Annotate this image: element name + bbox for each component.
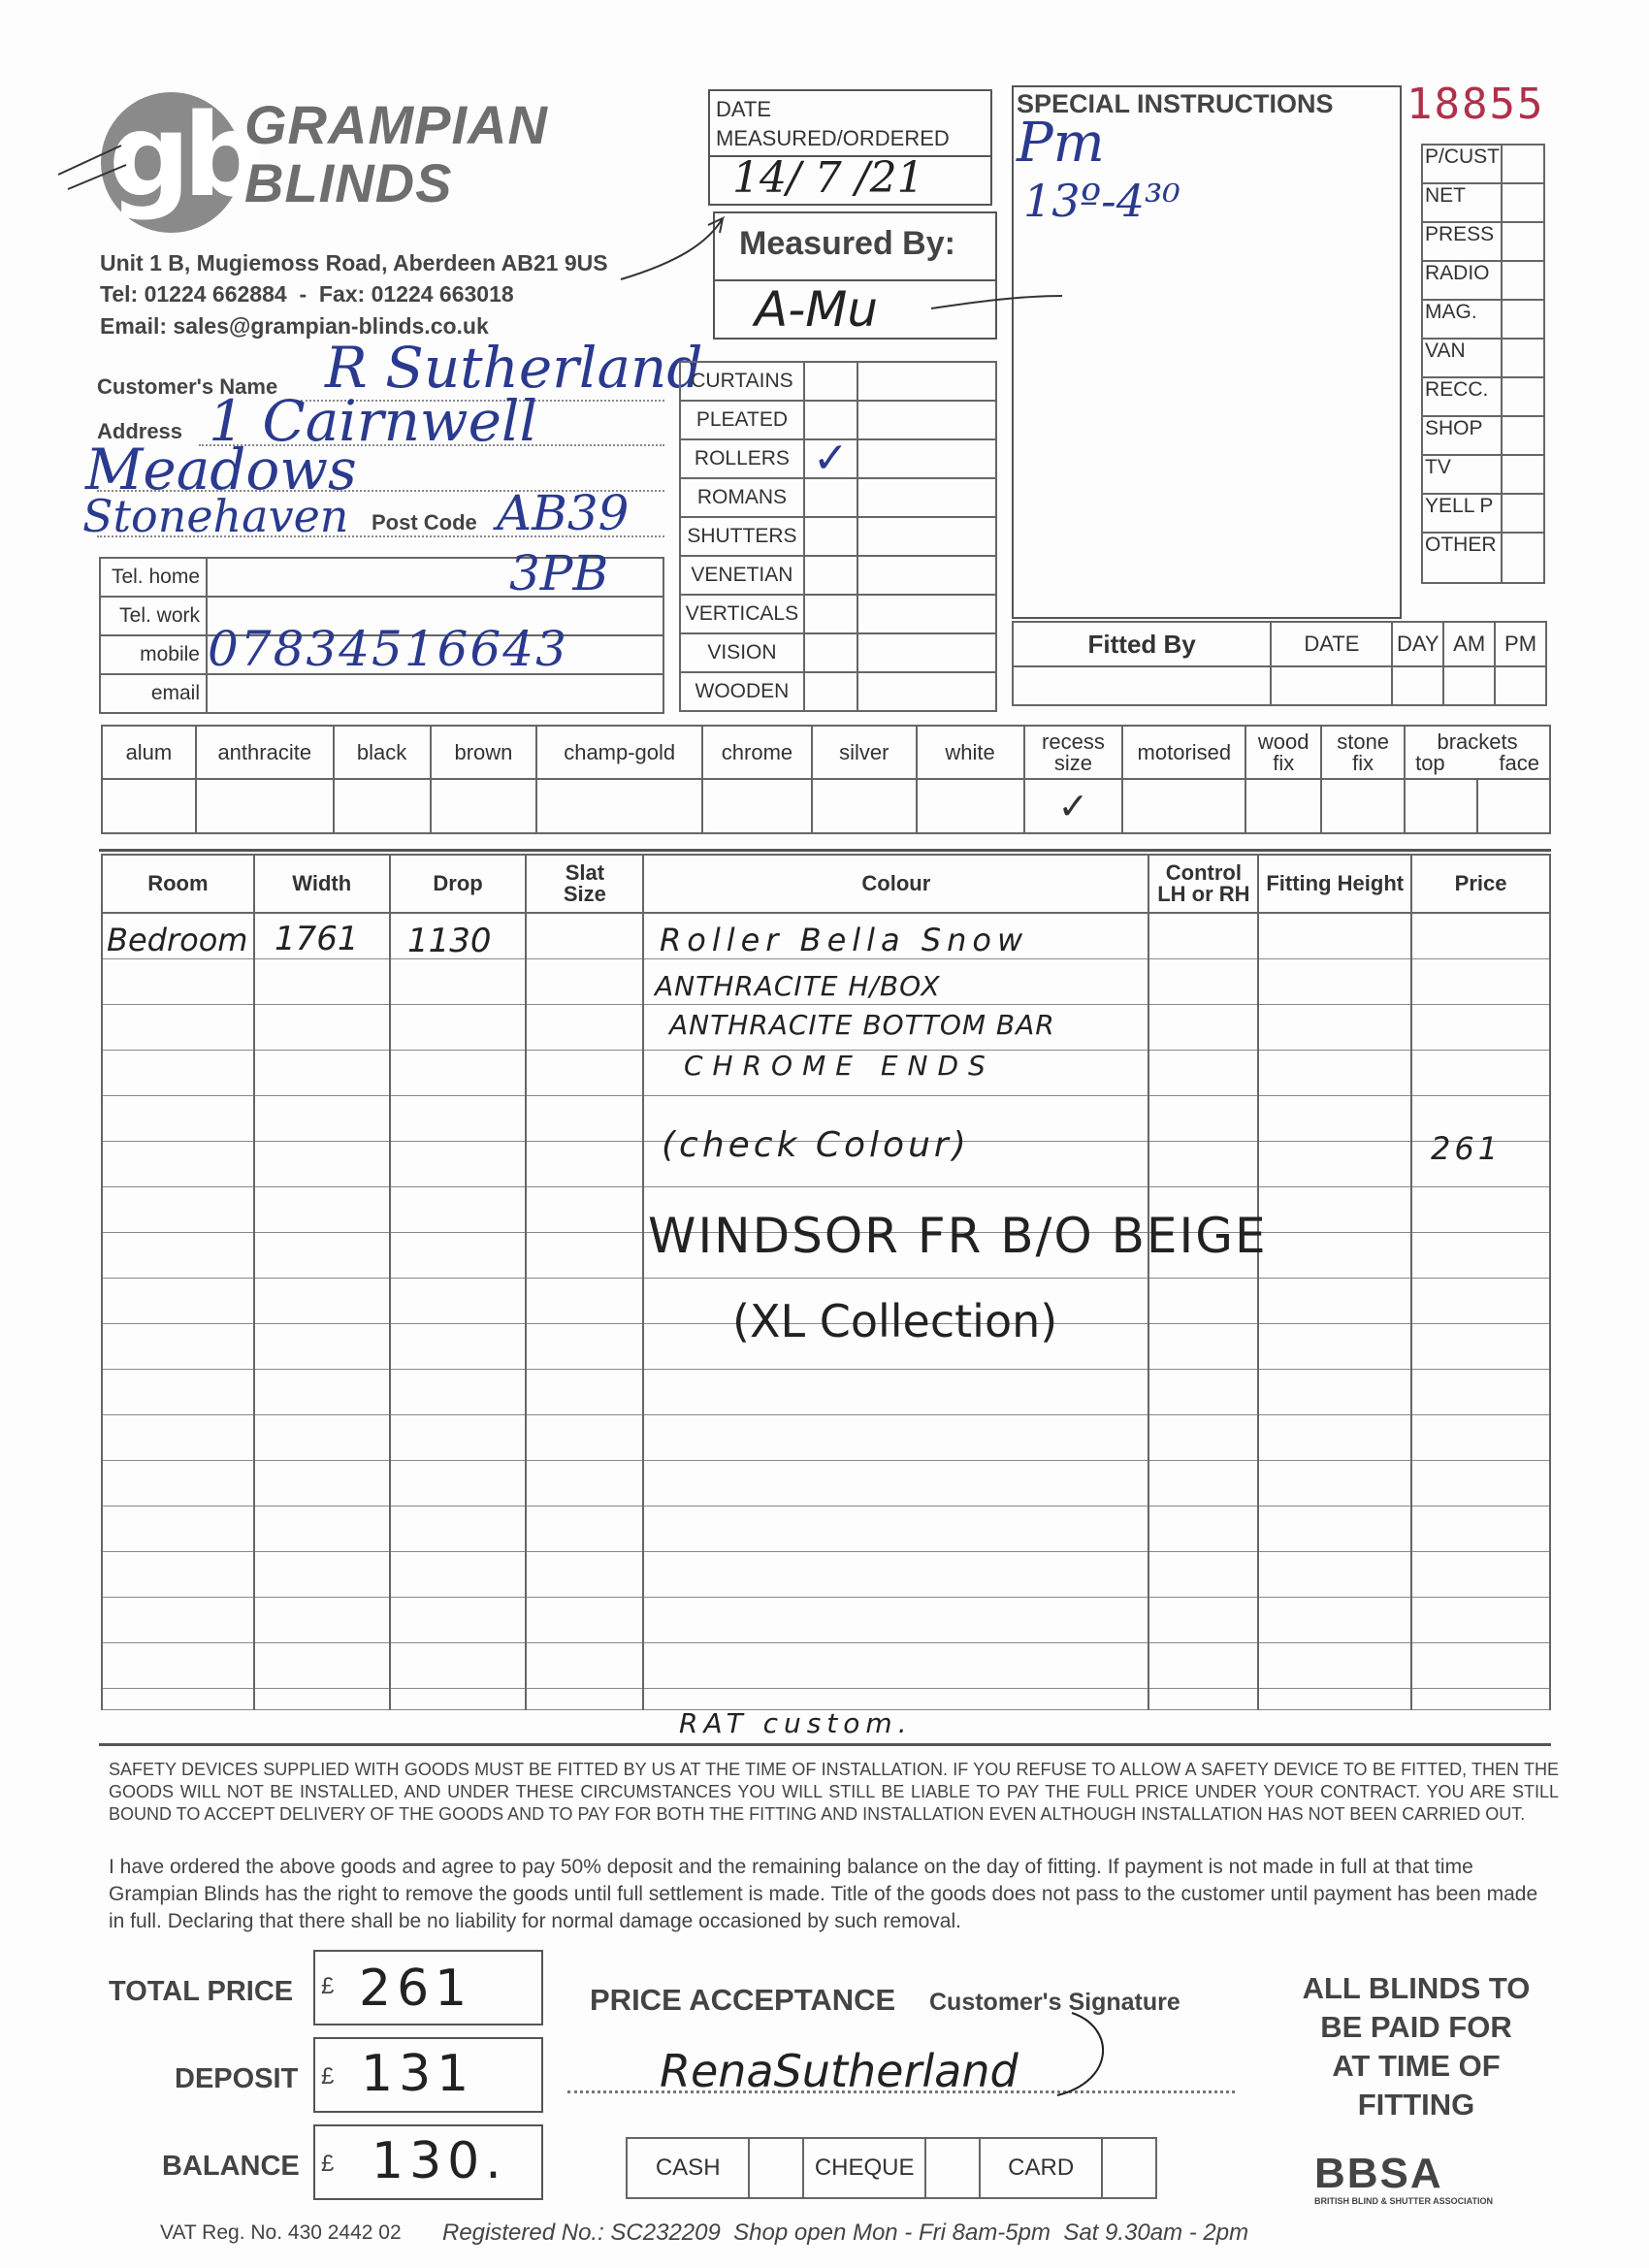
special-instructions-line2: 13º-4³⁰ <box>1023 175 1180 227</box>
source-box <box>1502 145 1544 183</box>
product-extra <box>857 401 996 439</box>
address-line2: Meadows <box>85 437 357 502</box>
product-mark: ✓ <box>804 439 857 478</box>
product-table <box>679 361 997 712</box>
sig-loop <box>1057 2013 1103 2095</box>
safety-terms: SAFETY DEVICES SUPPLIED WITH GOODS MUST BE FITTED BY US AT THE TIME OF INSTALLATION. IF YOU REFUSE TO ALLOW A SAFETY DEVICE TO BE FITTED, THEN THE GOODS WILL NOT BE INSTALLED, AND UNDER THESE CIRCUMSTANCES YOU WILL STILL BE LIABLE TO PAY THE FULL PRICE UNDER YOUR CONTRACT. YOU ARE STILL BOUND TO ACCEPT DELIVERY OF THE GOODS AND TO PAY FOR BOTH THE FITTING AND INSTALLATION EVEN ALTHOUGH INSTALLATION HAS NOT BEEN CARRIED OUT. <box>109 1760 1559 1824</box>
product-mark <box>804 556 857 595</box>
table-row <box>102 1414 1550 1460</box>
table-row <box>102 1688 1550 1709</box>
company-tel-fax: Tel: 01224 662884 - Fax: 01224 663018 <box>100 281 514 307</box>
product-extra <box>857 362 996 401</box>
special-instructions-label: SPECIAL INSTRUCTIONS <box>1017 89 1334 118</box>
notice-line2: BE PAID FOR <box>1320 2010 1512 2044</box>
product-extra <box>857 556 996 595</box>
header-control-line2: LH or RH <box>1157 882 1250 906</box>
fitted-day-label: DAY <box>1392 622 1443 666</box>
table-row <box>102 1597 1550 1642</box>
option-anthracite: anthracite <box>196 726 334 779</box>
company-name-line1: GRAMPIAN <box>244 94 548 155</box>
colour-line-1: ANTHRACITE H/BOX <box>655 970 941 1002</box>
recess-mark: ✓ <box>1024 779 1123 833</box>
option-recess-line1: recess <box>1042 729 1105 754</box>
payment-card: CARD <box>980 2138 1102 2198</box>
source-box <box>1502 494 1544 533</box>
source-box <box>1502 533 1544 583</box>
date-label-line1: DATE <box>716 97 772 121</box>
product-label: PLEATED <box>680 401 804 439</box>
source-label: VAN <box>1422 339 1502 377</box>
product-mark <box>804 595 857 633</box>
product-extra <box>857 517 996 556</box>
header-price: Price <box>1411 855 1550 913</box>
date-value: 14/ 7 /21 <box>732 153 924 203</box>
product-extra <box>857 439 996 478</box>
header-control-line1: Control <box>1165 860 1242 885</box>
postcode-label: Post Code <box>372 510 477 535</box>
source-label: P/CUST <box>1422 145 1502 183</box>
table-row <box>102 1369 1550 1414</box>
product-extra <box>857 633 996 672</box>
fitted-by-label: Fitted By <box>1013 622 1271 666</box>
total-currency: £ <box>321 1973 335 1999</box>
source-label: OTHER <box>1422 533 1502 583</box>
table-row <box>102 1642 1550 1688</box>
option-brackets-top: top <box>1415 750 1445 775</box>
customer-signature: RenaSutherland <box>660 2045 1018 2097</box>
product-label: SHUTTERS <box>680 517 804 556</box>
notice-line4: FITTING <box>1357 2088 1475 2122</box>
source-label: NET <box>1422 183 1502 222</box>
postcode-value: AB39 <box>497 485 630 541</box>
product-extra <box>857 672 996 711</box>
deposit-label: DEPOSIT <box>175 2063 299 2094</box>
source-table <box>1421 144 1545 584</box>
colour-line-5: WINDSOR FR B/O BEIGE <box>648 1208 1268 1264</box>
colour-line-4: (check Colour) <box>662 1125 970 1165</box>
product-label: ROMANS <box>680 478 804 517</box>
item-drop: 1130 <box>407 922 492 960</box>
product-mark <box>804 401 857 439</box>
total-price-label: TOTAL PRICE <box>109 1976 294 2007</box>
option-brown: brown <box>431 726 537 779</box>
fitted-date-label: DATE <box>1271 622 1392 666</box>
vat-reg: VAT Reg. No. 430 2442 02 <box>160 2221 402 2244</box>
option-champ-gold: champ-gold <box>536 726 702 779</box>
source-box <box>1502 222 1544 261</box>
product-mark <box>804 633 857 672</box>
product-label: WOODEN <box>680 672 804 711</box>
source-box <box>1502 183 1544 222</box>
header-width: Width <box>254 855 390 913</box>
bbsa-mark: BBSA <box>1314 2150 1443 2197</box>
address-label: Address <box>97 419 183 443</box>
arrow-stroke <box>621 218 723 279</box>
product-mark <box>804 672 857 711</box>
address-line1: 1 Cairnwell <box>209 388 537 454</box>
company-address: Unit 1 B, Mugiemoss Road, Aberdeen AB21 9US <box>100 250 608 275</box>
payment-cash: CASH <box>627 2138 749 2198</box>
product-mark <box>804 362 857 401</box>
balance-value: 130. <box>372 2132 507 2190</box>
header-fitting-height: Fitting Height <box>1258 855 1411 913</box>
source-label: MAG. <box>1422 300 1502 339</box>
address-line3: Stonehaven <box>82 490 349 542</box>
product-mark <box>804 517 857 556</box>
contact-label: mobile <box>100 635 207 674</box>
source-label: TV <box>1422 455 1502 494</box>
table-row <box>102 1460 1550 1506</box>
item-room: Bedroom <box>107 922 248 958</box>
product-label: VERTICALS <box>680 595 804 633</box>
signature-label: Customer's Signature <box>929 1989 1180 2016</box>
source-box <box>1502 416 1544 455</box>
customer-name-label: Customer's Name <box>97 374 278 399</box>
header-colour: Colour <box>643 855 1148 913</box>
fitted-by-table <box>1012 621 1547 706</box>
special-instructions-line1: Pm <box>1017 112 1105 175</box>
source-label: RECC. <box>1422 377 1502 416</box>
payment-cheque: CHEQUE <box>803 2138 925 2198</box>
option-stone-line2: fix <box>1352 750 1374 775</box>
total-price-value: 261 <box>359 1960 473 2018</box>
postcode-value-2: 3PB <box>509 545 609 601</box>
option-white: white <box>917 726 1024 779</box>
header-slat-line1: Slat <box>565 860 605 885</box>
contact-label: email <box>100 674 207 713</box>
fitted-pm-label: PM <box>1495 622 1546 666</box>
source-box <box>1502 339 1544 377</box>
contact-label: Tel. work <box>100 597 207 635</box>
table-row <box>102 1551 1550 1597</box>
registered-number: Registered No.: SC232209 Shop open Mon - Fri 8am-5pm Sat 9.30am - 2pm <box>442 2219 1249 2246</box>
product-label: VENETIAN <box>680 556 804 595</box>
option-wood-line1: wood <box>1257 729 1310 754</box>
logo-letters: gb <box>109 88 257 222</box>
customer-name-value: R Sutherland <box>325 335 703 401</box>
contact-value-text: 07834516643 <box>208 621 568 677</box>
option-brackets-face: face <box>1499 750 1539 775</box>
header-drop: Drop <box>390 855 527 913</box>
header-slat-line2: Size <box>563 882 606 906</box>
option-stone-line1: stone <box>1337 729 1390 754</box>
options-table <box>101 725 1551 834</box>
product-label: CURTAINS <box>680 362 804 401</box>
bbsa-logo <box>1314 2152 1547 2219</box>
item-width: 1761 <box>275 920 359 958</box>
bbsa-sub: BRITISH BLIND & SHUTTER ASSOCIATION <box>1314 2196 1493 2206</box>
product-mark <box>804 478 857 517</box>
notice-line3: AT TIME OF <box>1332 2049 1501 2083</box>
logo <box>97 88 553 238</box>
order-number: 18855 <box>1406 80 1545 129</box>
option-recess-line2: size <box>1053 750 1092 775</box>
contact-value <box>207 674 663 713</box>
table-row <box>102 1506 1550 1551</box>
colour-line-0: Roller Bella Snow <box>660 922 1029 958</box>
item-price: 261 <box>1431 1130 1503 1167</box>
source-box <box>1502 455 1544 494</box>
date-label-line2: MEASURED/ORDERED <box>716 126 950 150</box>
option-motorised: motorised <box>1122 726 1245 779</box>
deposit-terms: I have ordered the above goods and agree to pay 50% deposit and the remaining balance on the day of fitting. If payment is not made in full at that time Grampian Blinds has the right to remove the goods until full settlement is made. Title of the goods does not pass to the customer until payment has been made in full. Declaring that there shall be no liability for normal damage occasioned by such removal. <box>109 1856 1538 1932</box>
measured-by-label: Measured By: <box>739 225 955 262</box>
source-label: YELL P <box>1422 494 1502 533</box>
measured-by-value: A-Mu <box>755 281 879 338</box>
source-label: PRESS <box>1422 222 1502 261</box>
option-alum: alum <box>102 726 196 779</box>
balance-currency: £ <box>321 2151 335 2177</box>
product-extra <box>857 595 996 633</box>
notice-line1: ALL BLINDS TO <box>1302 1971 1531 2005</box>
header-room: Room <box>102 855 254 913</box>
payment-method-table <box>626 2137 1157 2199</box>
colour-line-3: CHROME ENDS <box>684 1050 995 1082</box>
option-silver: silver <box>812 726 917 779</box>
product-label: ROLLERS <box>680 439 804 478</box>
items-footer-note: RAT custom. <box>679 1707 913 1739</box>
source-box <box>1502 377 1544 416</box>
balance-label: BALANCE <box>162 2151 300 2182</box>
contact-label: Tel. home <box>100 558 207 597</box>
option-brackets: brackets <box>1437 729 1518 754</box>
option-chrome: chrome <box>702 726 812 779</box>
colour-line-6: (XL Collection) <box>732 1295 1058 1347</box>
deposit-currency: £ <box>321 2063 335 2090</box>
product-extra <box>857 478 996 517</box>
option-wood-line2: fix <box>1273 750 1295 775</box>
source-box <box>1502 261 1544 300</box>
option-black: black <box>334 726 431 779</box>
colour-line-2: ANTHRACITE BOTTOM BAR <box>669 1009 1055 1041</box>
product-label: VISION <box>680 633 804 672</box>
payment-notice <box>1271 1969 1562 2124</box>
deposit-value: 131 <box>361 2045 475 2103</box>
company-name-line2: BLINDS <box>244 152 453 213</box>
source-box <box>1502 300 1544 339</box>
company-email: Email: sales@grampian-blinds.co.uk <box>100 313 489 339</box>
contact-value <box>207 621 663 677</box>
price-acceptance-label: PRICE ACCEPTANCE <box>590 1983 896 2017</box>
source-label: RADIO <box>1422 261 1502 300</box>
source-label: SHOP <box>1422 416 1502 455</box>
fitted-am-label: AM <box>1443 622 1495 666</box>
